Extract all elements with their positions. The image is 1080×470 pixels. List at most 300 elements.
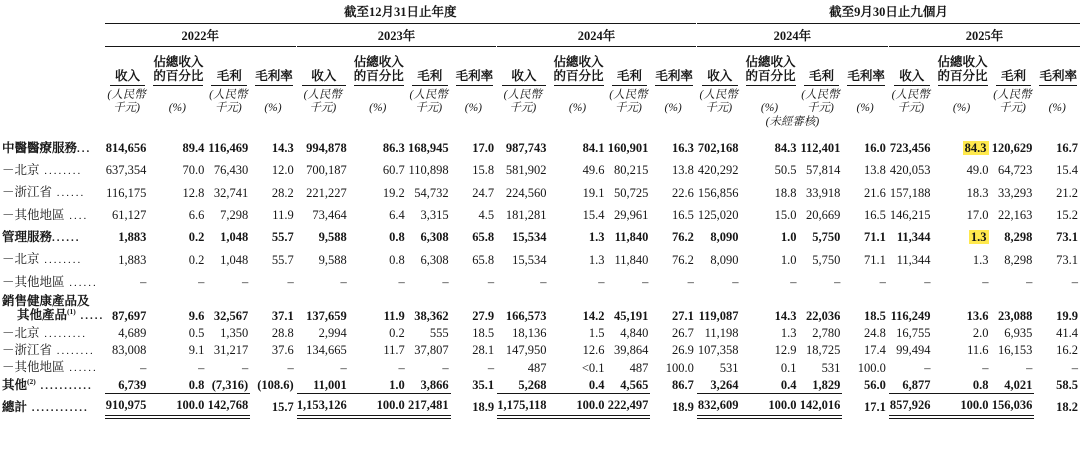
value-cell: 3,866	[420, 377, 449, 392]
value-cell: 22,036	[806, 308, 841, 323]
value-cell: 5,750	[812, 252, 841, 267]
value-cell: 100.0	[741, 394, 799, 418]
value-cell: 6,877	[902, 377, 931, 392]
value-cell: 6,935	[1004, 325, 1033, 340]
value-cell: 12.6	[582, 343, 605, 358]
unit-percent: (%)	[856, 101, 874, 114]
value-cell: –	[540, 274, 547, 289]
value-cell: 0.8	[389, 230, 405, 245]
value-cell: 1.3	[972, 252, 989, 267]
value-cell: –	[198, 360, 205, 375]
header-pct-of-revenue: 佔總收入 的百分比	[148, 47, 206, 87]
value-cell: 116,175	[106, 185, 147, 200]
value-cell: 1,829	[812, 377, 841, 392]
value-cell: 1.0	[780, 230, 797, 245]
value-cell: 142,016	[799, 394, 843, 418]
value-cell: 15.4	[1056, 163, 1078, 178]
value-cell: 65.8	[472, 252, 495, 267]
value-cell: 181,281	[505, 207, 547, 222]
value-cell: 32,741	[213, 185, 249, 200]
header-gross-profit: 毛利	[407, 47, 451, 87]
value-cell: 55.7	[271, 230, 294, 245]
value-cell: 11,840	[614, 252, 649, 267]
value-cell: 9,588	[318, 230, 347, 245]
year-header-2023: 2023年	[297, 24, 496, 47]
year-header-2024-9m: 2024年	[697, 24, 888, 47]
value-cell: 21.6	[864, 185, 886, 200]
value-cell: 0.4	[588, 377, 605, 392]
value-cell: –	[398, 360, 405, 375]
value-cell: 73.1	[1056, 230, 1078, 245]
value-cell: 33,918	[806, 185, 841, 200]
value-cell: 487	[629, 360, 649, 375]
value-cell: 70.0	[182, 163, 205, 178]
value-cell: 71.1	[864, 230, 886, 245]
row-label: －北京 ........	[2, 162, 83, 177]
row-label: －北京 .........	[2, 325, 88, 340]
value-cell: –	[287, 360, 294, 375]
value-cell: 31,217	[213, 343, 249, 358]
value-cell: –	[398, 274, 405, 289]
value-cell: 100.0	[665, 360, 694, 375]
year-header-2024: 2024年	[497, 24, 696, 47]
value-cell: 125,020	[697, 207, 739, 222]
header-gross-profit: 毛利	[991, 47, 1035, 87]
value-cell: –	[287, 274, 294, 289]
value-cell: 11,344	[896, 252, 931, 267]
value-cell: 420,053	[889, 163, 931, 178]
value-cell: 168,945	[408, 140, 449, 155]
value-cell: 17.0	[472, 140, 495, 155]
value-cell: –	[642, 274, 649, 289]
value-cell: 156,856	[697, 185, 739, 200]
value-cell: 555	[429, 325, 449, 340]
value-cell: 137,659	[306, 308, 347, 323]
value-cell: 2,994	[318, 325, 347, 340]
value-cell: 24.7	[472, 185, 495, 200]
value-cell: 9.1	[188, 343, 205, 358]
value-cell: 147,950	[505, 343, 547, 358]
value-cell: 857,926	[889, 394, 933, 418]
value-cell: –	[1026, 274, 1033, 289]
unit-rmb-thousand: (人民幣 千元)	[609, 89, 648, 114]
table-body	[2, 129, 1080, 417]
value-cell: –	[1026, 360, 1033, 375]
year-header-2025-9m: 2025年	[889, 24, 1080, 47]
value-cell: 21.2	[1056, 185, 1078, 200]
value-cell: 54,732	[414, 185, 449, 200]
value-cell: 55.7	[271, 252, 294, 267]
value-cell: 19.1	[582, 185, 605, 200]
value-cell: 86.3	[382, 140, 405, 155]
value-cell: 76,430	[213, 163, 249, 178]
header-gross-margin: 毛利率	[250, 47, 296, 87]
value-cell: –	[732, 274, 739, 289]
value-cell: 18.5	[864, 308, 886, 323]
value-cell: 19.9	[1056, 308, 1078, 323]
header-pct-of-revenue: 佔總收入 的百分比	[933, 47, 991, 87]
value-cell: 28.1	[472, 343, 495, 358]
value-cell: 49.0	[966, 163, 989, 178]
highlighted-value: 84.3	[964, 140, 987, 155]
value-cell: 99,494	[896, 343, 931, 358]
value-cell: 27.1	[672, 308, 694, 323]
value-cell: 8,298	[1004, 230, 1033, 245]
value-cell: 15.7	[271, 400, 294, 415]
value-cell: 814,656	[105, 140, 147, 155]
value-cell: 723,456	[889, 140, 931, 155]
value-cell: –	[1071, 360, 1078, 375]
value-cell: 3,315	[420, 207, 449, 222]
value-cell: –	[487, 274, 495, 289]
value-cell: 26.9	[672, 343, 694, 358]
table-row	[2, 324, 1080, 341]
header-revenue: 收入	[105, 47, 149, 87]
header-pct-of-revenue: 佔總收入 的百分比	[549, 47, 607, 87]
value-cell: 15,534	[512, 252, 547, 267]
value-cell: 0.4	[780, 377, 797, 392]
value-cell: 120,629	[991, 140, 1033, 155]
value-cell: –	[241, 360, 249, 375]
value-cell: 1,883	[118, 230, 147, 245]
value-cell: 487	[527, 360, 547, 375]
value-cell: 12.0	[271, 163, 294, 178]
value-cell: –	[790, 274, 797, 289]
value-cell: 16.5	[672, 207, 694, 222]
value-cell: 50,725	[613, 185, 649, 200]
value-cell: 9,588	[318, 252, 347, 267]
value-cell: 0.8	[188, 377, 205, 392]
value-cell: 1.0	[389, 377, 405, 392]
unit-rmb-thousand: (人民幣 千元)	[801, 89, 840, 114]
row-label: －浙江省 ......	[2, 185, 86, 200]
value-cell: 64,723	[998, 163, 1033, 178]
value-cell: 100.0	[549, 394, 607, 418]
unit-rmb-thousand: (人民幣 千元)	[699, 89, 738, 114]
table-row	[2, 248, 1080, 270]
row-label: －北京 ........	[2, 252, 83, 267]
value-cell: 22.6	[672, 185, 694, 200]
value-cell: 60.7	[382, 163, 405, 178]
value-cell: 224,560	[505, 185, 547, 200]
value-cell: –	[687, 274, 694, 289]
unaudited-row	[2, 115, 1080, 129]
value-cell: 8,090	[710, 252, 739, 267]
value-cell: 35.1	[472, 378, 495, 393]
header-gross-margin: 毛利率	[1034, 47, 1080, 87]
value-cell: 5,750	[812, 230, 841, 245]
value-cell: 11.9	[383, 308, 405, 323]
value-cell: 156,036	[991, 394, 1035, 418]
unit-percent: (%)	[664, 101, 682, 114]
value-cell: 14.3	[774, 308, 797, 323]
table-row	[2, 181, 1080, 203]
value-cell: 26.7	[672, 325, 694, 340]
unit-percent: (%)	[464, 101, 482, 114]
unit-rmb-thousand: (人民幣 千元)	[409, 89, 448, 114]
header-gross-profit: 毛利	[799, 47, 843, 87]
value-cell: (108.6)	[257, 378, 294, 393]
row-label: 銷售健康產品及 其他產品$^{(1)}$ .....	[2, 294, 105, 323]
value-cell: 107,358	[697, 343, 739, 358]
value-cell: 11,344	[896, 230, 931, 245]
value-cell: 39,864	[613, 343, 649, 358]
row-label: 總計 ............	[2, 399, 89, 414]
value-cell: 100.0	[933, 394, 991, 418]
unit-percent: (%)	[264, 101, 282, 114]
value-cell: 1.3	[588, 230, 605, 245]
value-cell: 6,308	[420, 252, 449, 267]
value-cell: 76.2	[672, 252, 694, 267]
unit-rmb-thousand: (人民幣 千元)	[209, 89, 248, 114]
row-label: －浙江省 ........	[2, 342, 95, 357]
value-cell: 100.0	[857, 360, 886, 375]
value-cell: 12.8	[182, 185, 205, 200]
value-cell: 17.0	[966, 207, 989, 222]
value-cell: 637,354	[105, 163, 147, 178]
value-cell: 4,021	[1004, 377, 1033, 392]
value-cell: 16.7	[1056, 140, 1078, 155]
period-header-annual: 截至12月31日止年度	[105, 5, 696, 24]
value-cell: 100.0	[349, 394, 407, 418]
value-cell: 15,534	[512, 230, 547, 245]
row-label: －其他地區 ......	[2, 274, 98, 289]
value-cell: 11,840	[614, 230, 649, 245]
value-cell: 17.4	[864, 343, 886, 358]
table-row	[2, 271, 1080, 293]
value-cell: 37.6	[271, 343, 294, 358]
value-cell: 37.1	[271, 308, 294, 323]
table-row	[2, 359, 1080, 376]
value-cell: –	[924, 360, 931, 375]
value-cell: –	[834, 274, 841, 289]
value-cell	[933, 226, 991, 248]
value-cell: 832,609	[697, 394, 741, 418]
value-cell: 73.1	[1056, 252, 1078, 267]
value-cell: 16.2	[1056, 343, 1078, 358]
value-cell: 76.2	[672, 230, 694, 245]
value-cell: (7,316)	[211, 377, 249, 392]
header-gross-profit: 毛利	[206, 47, 250, 87]
header-gross-margin: 毛利率	[451, 47, 497, 87]
value-cell: 110,898	[408, 163, 449, 178]
header-gross-margin: 毛利率	[842, 47, 888, 87]
value-cell: 19.2	[382, 185, 405, 200]
value-cell: 12.9	[774, 343, 797, 358]
value-cell: 116,249	[890, 308, 931, 323]
value-cell: 119,087	[698, 308, 739, 323]
value-cell: 13.8	[672, 163, 694, 178]
table-row	[2, 159, 1080, 181]
value-cell: 910,975	[105, 394, 149, 418]
year-header-row	[2, 24, 1080, 47]
table-row	[2, 293, 1080, 324]
unit-rmb-thousand: (人民幣 千元)	[303, 89, 342, 114]
unit-percent: (%)	[568, 101, 587, 114]
value-cell: 32,567	[213, 308, 249, 323]
value-cell: 8,090	[710, 230, 739, 245]
value-cell: –	[442, 360, 449, 375]
value-cell: 1,350	[220, 325, 249, 340]
value-cell: 71.1	[864, 252, 886, 267]
value-cell: 15.4	[582, 207, 605, 222]
value-cell: 1,153,126	[297, 394, 349, 418]
value-cell: –	[340, 274, 347, 289]
value-cell: 1.3	[588, 252, 605, 267]
value-cell: –	[879, 274, 886, 289]
unit-percent: (%)	[1048, 101, 1066, 114]
value-cell: –	[598, 274, 605, 289]
value-cell: 2.0	[972, 325, 989, 340]
value-cell: 84.3	[774, 140, 797, 155]
header-revenue: 收入	[497, 47, 548, 87]
value-cell: 37,807	[414, 343, 449, 358]
value-cell: 15.0	[774, 207, 797, 222]
value-cell: 15.8	[472, 163, 495, 178]
value-cell: 6.4	[389, 207, 405, 222]
value-cell: 18.9	[472, 400, 495, 415]
value-cell: 700,187	[306, 163, 347, 178]
unit-rmb-thousand: (人民幣 千元)	[993, 89, 1032, 114]
value-cell: 13.8	[864, 163, 886, 178]
row-label: －其他地區 ....	[2, 207, 89, 222]
value-cell: 18.8	[774, 185, 797, 200]
value-cell: 50.5	[774, 163, 797, 178]
value-cell: 73,464	[312, 207, 347, 222]
value-cell: 0.2	[389, 325, 405, 340]
highlighted-value: 1.3	[970, 230, 987, 245]
value-cell: 18,136	[512, 325, 547, 340]
period-header-row	[2, 5, 1080, 24]
table-row	[2, 129, 1080, 159]
value-cell: 15.2	[1056, 207, 1078, 222]
value-cell: 217,481	[407, 394, 451, 418]
value-cell: –	[340, 360, 347, 375]
value-cell: 142,768	[206, 394, 250, 418]
unit-rmb-thousand: (人民幣 千元)	[107, 89, 146, 114]
value-cell: 18.2	[1056, 400, 1078, 415]
value-cell: 28.2	[271, 185, 294, 200]
value-cell: 16.0	[864, 140, 886, 155]
value-cell: 17.1	[864, 400, 886, 415]
table-row	[2, 341, 1080, 358]
value-cell: –	[982, 274, 989, 289]
value-cell: 13.6	[966, 308, 989, 323]
value-cell: –	[140, 274, 147, 289]
value-cell: 7,298	[220, 207, 249, 222]
value-cell: 18.5	[472, 325, 495, 340]
value-cell: 3,264	[710, 377, 739, 392]
value-cell: –	[982, 360, 989, 375]
value-cell: 61,127	[111, 207, 147, 222]
table-row	[2, 376, 1080, 394]
value-cell: 146,215	[889, 207, 931, 222]
table-row	[2, 394, 1080, 418]
unit-percent: (%)	[369, 101, 387, 114]
value-cell: –	[140, 360, 147, 375]
value-cell: 134,665	[306, 343, 347, 358]
value-cell: 987,743	[505, 140, 547, 155]
value-cell: 581,902	[505, 163, 547, 178]
unit-percent: (%)	[168, 101, 186, 114]
value-cell: –	[924, 274, 931, 289]
value-cell: 531	[719, 360, 739, 375]
table-row	[2, 204, 1080, 226]
value-cell: 4,840	[620, 325, 649, 340]
value-cell: 83,008	[111, 343, 147, 358]
value-cell: 41.4	[1056, 325, 1078, 340]
value-cell: 11.9	[272, 207, 294, 222]
corner-blank	[2, 5, 105, 24]
value-cell: 84.1	[582, 140, 605, 155]
period-header-interim: 截至9月30日止九個月	[697, 5, 1080, 24]
value-cell: 18,725	[806, 343, 841, 358]
value-cell: 157,188	[889, 185, 931, 200]
row-label: －其他地區 ......	[2, 360, 98, 375]
value-cell: 11,198	[704, 325, 739, 340]
value-cell: 100.0	[148, 394, 206, 418]
table-header	[2, 5, 1080, 129]
value-cell: 33,293	[998, 185, 1033, 200]
value-cell: 112,401	[800, 140, 841, 155]
unit-rmb-thousand: (人民幣 千元)	[503, 89, 543, 114]
value-cell: 11,001	[313, 377, 347, 392]
value-cell: 65.8	[472, 230, 495, 245]
value-cell: 16.5	[864, 207, 886, 222]
value-cell: 116,469	[208, 140, 249, 155]
unit-rmb-thousand: (人民幣 千元)	[891, 89, 930, 114]
value-cell: 11.7	[383, 343, 405, 358]
value-cell	[933, 129, 991, 159]
units-row	[2, 86, 1080, 115]
value-cell: 222,497	[607, 394, 651, 418]
value-cell: 16.3	[672, 140, 694, 155]
value-cell: 80,215	[613, 163, 649, 178]
value-cell: 57,814	[806, 163, 841, 178]
value-cell: 8,298	[1004, 252, 1033, 267]
value-cell: 9.6	[188, 308, 205, 323]
value-cell: 45,191	[613, 308, 649, 323]
value-cell: 4.5	[478, 207, 495, 222]
value-cell: 6,739	[118, 377, 147, 392]
table-row	[2, 226, 1080, 248]
value-cell: 420,292	[697, 163, 739, 178]
header-revenue: 收入	[889, 47, 933, 87]
value-cell: 166,573	[505, 308, 547, 323]
value-cell: 27.9	[472, 308, 495, 323]
value-cell: 56.0	[864, 378, 886, 393]
row-label: 管理服務......	[2, 229, 81, 244]
header-revenue: 收入	[697, 47, 741, 87]
value-cell: 702,168	[697, 140, 739, 155]
unit-percent: (%)	[952, 101, 971, 114]
value-cell: 994,878	[306, 140, 347, 155]
header-gross-margin: 毛利率	[650, 47, 696, 87]
value-cell: 1,883	[118, 252, 147, 267]
value-cell: 1,048	[220, 252, 249, 267]
value-cell: 58.5	[1056, 378, 1078, 393]
value-cell: 0.2	[188, 230, 205, 245]
value-cell: 38,362	[414, 308, 449, 323]
value-cell: –	[1071, 274, 1078, 289]
value-cell: 24.8	[864, 325, 886, 340]
value-cell: 16,153	[998, 343, 1033, 358]
value-cell: 29,961	[613, 207, 649, 222]
value-cell: 14.2	[582, 308, 605, 323]
value-cell: <0.1	[581, 360, 605, 375]
value-cell: 160,901	[607, 140, 649, 155]
value-cell: 6.6	[188, 207, 205, 222]
